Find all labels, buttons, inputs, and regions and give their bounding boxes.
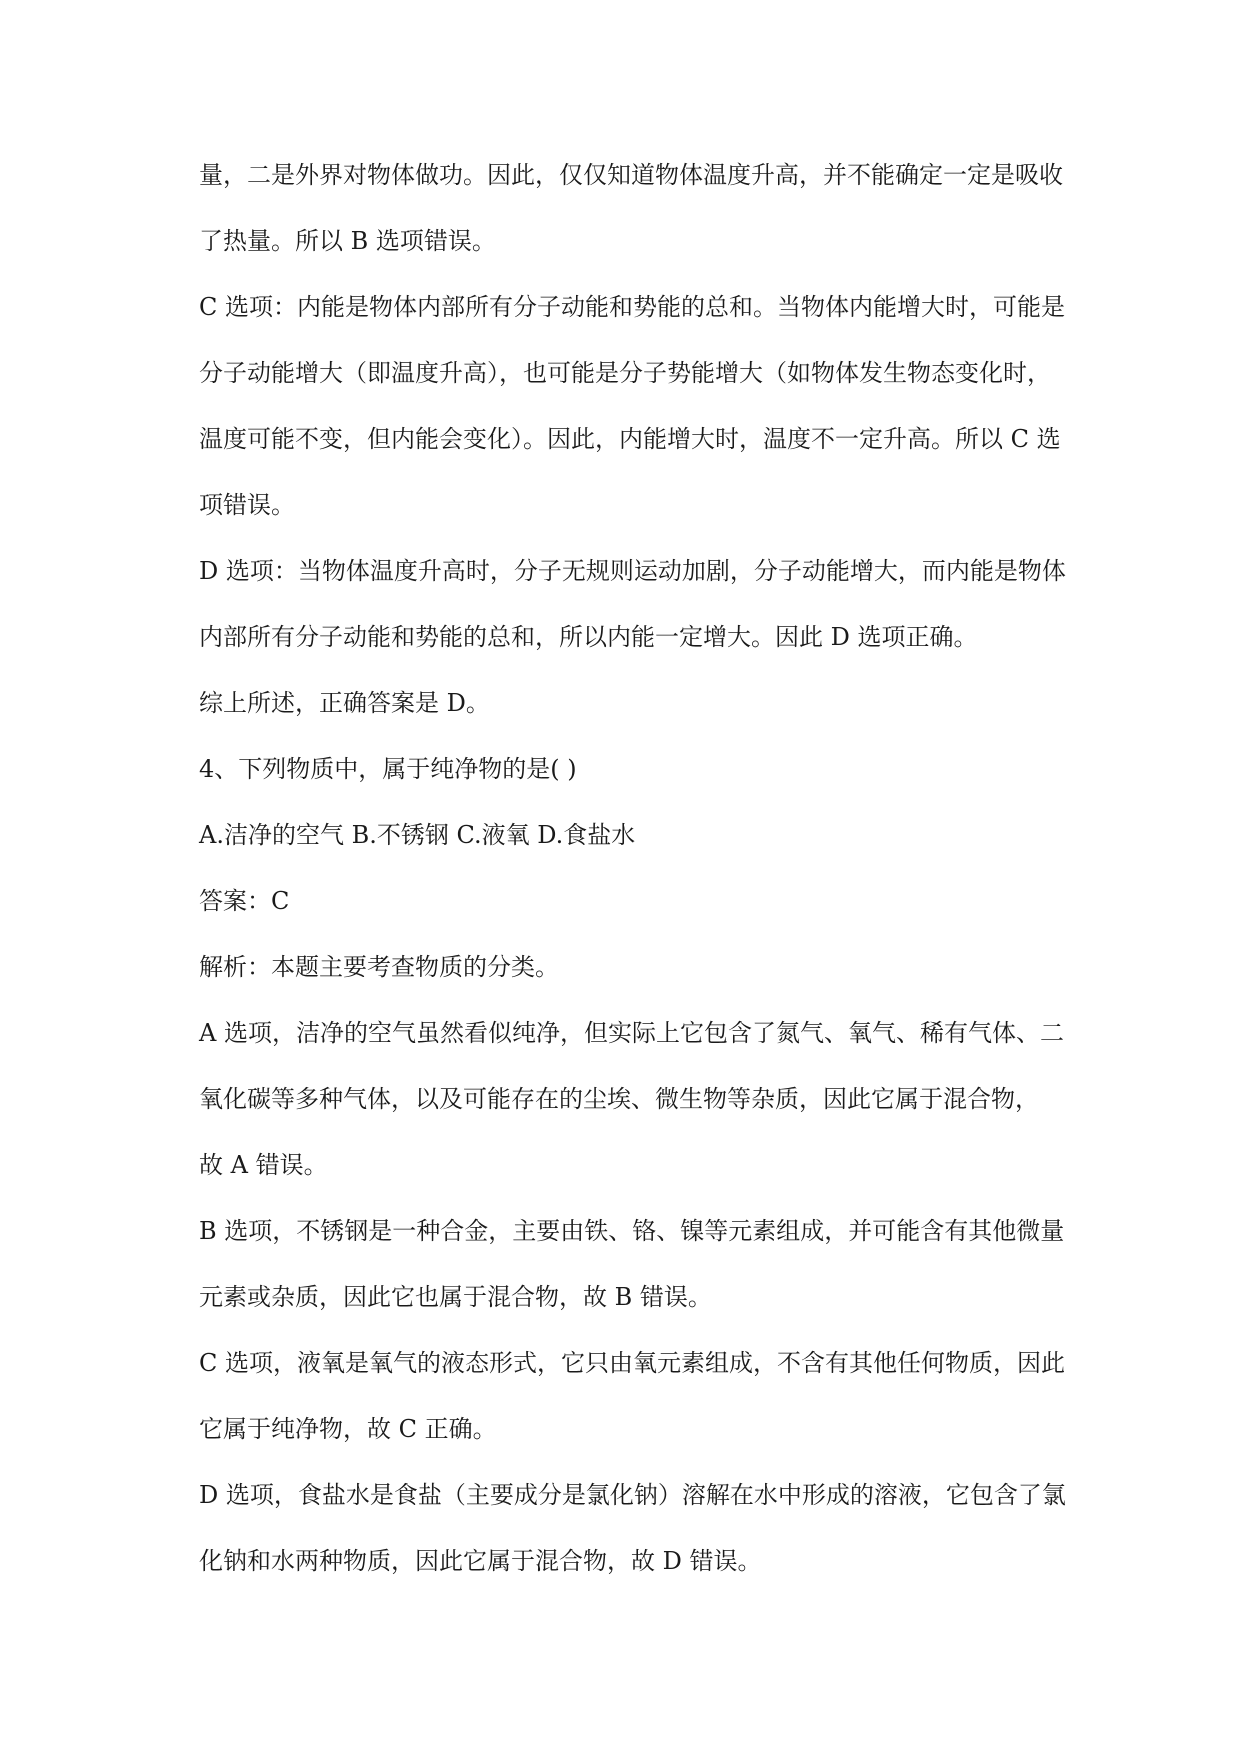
- text-line: 量，二是外界对物体做功。因此，仅仅知道物体温度升高，并不能确定一定是吸收: [199, 161, 1063, 189]
- paragraph-c-option: [199, 274, 1089, 538]
- text-line: 综上所述，正确答案是 D。: [199, 689, 490, 717]
- analysis-option-b: [199, 1198, 1089, 1330]
- text-line: 4、下列物质中，属于纯净物的是( ): [199, 755, 577, 783]
- text-line: 温度可能不变，但内能会变化）。因此，内能增大时，温度不一定升高。所以 C 选: [199, 425, 1061, 453]
- text-line: A.洁净的空气 B.不锈钢 C.液氧 D.食盐水: [199, 821, 636, 849]
- text-line: 化钠和水两种物质，因此它属于混合物，故 D 错误。: [199, 1547, 762, 1575]
- text-line: C 选项：内能是物体内部所有分子动能和势能的总和。当物体内能增大时，可能是: [199, 293, 1065, 321]
- text-line: 分子动能增大（即温度升高），也可能是分子势能增大（如物体发生物态变化时，: [199, 359, 1051, 387]
- text-line: 了热量。所以 B 选项错误。: [199, 227, 496, 255]
- question-4-analysis-intro: [199, 934, 1089, 1000]
- text-line: 氧化碳等多种气体，以及可能存在的尘埃、微生物等杂质，因此它属于混合物，: [199, 1085, 1039, 1113]
- analysis-option-d: [199, 1462, 1089, 1594]
- paragraph-d-option: [199, 538, 1089, 670]
- text-line: D 选项：当物体温度升高时，分子无规则运动加剧，分子动能增大，而内能是物体: [199, 557, 1066, 585]
- text-line: 故 A 错误。: [199, 1151, 328, 1179]
- text-line: 答案：C: [199, 887, 290, 915]
- text-line: D 选项，食盐水是食盐（主要成分是氯化钠）溶解在水中形成的溶液，它包含了氯: [199, 1481, 1066, 1509]
- text-line: A 选项，洁净的空气虽然看似纯净，但实际上它包含了氮气、氧气、稀有气体、二: [199, 1019, 1064, 1047]
- question-4-stem: [199, 736, 1089, 802]
- text-line: C 选项，液氧是氧气的液态形式，它只由氧元素组成，不含有其他任何物质，因此: [199, 1349, 1065, 1377]
- text-line: 它属于纯净物，故 C 正确。: [199, 1415, 497, 1443]
- question-4-options: [199, 802, 1089, 868]
- text-line: 元素或杂质，因此它也属于混合物，故 B 错误。: [199, 1283, 712, 1311]
- paragraph-b-option-end: [199, 142, 1089, 274]
- analysis-option-c: [199, 1330, 1089, 1462]
- question-4-answer: [199, 868, 1089, 934]
- text-line: 项错误。: [199, 491, 295, 519]
- document-body: [199, 142, 1089, 1594]
- text-line: 内部所有分子动能和势能的总和，所以内能一定增大。因此 D 选项正确。: [199, 623, 978, 651]
- paragraph-conclusion: [199, 670, 1089, 736]
- analysis-option-a: [199, 1000, 1089, 1198]
- text-line: B 选项，不锈钢是一种合金，主要由铁、铬、镍等元素组成，并可能含有其他微量: [199, 1217, 1065, 1245]
- text-line: 解析：本题主要考查物质的分类。: [199, 953, 559, 981]
